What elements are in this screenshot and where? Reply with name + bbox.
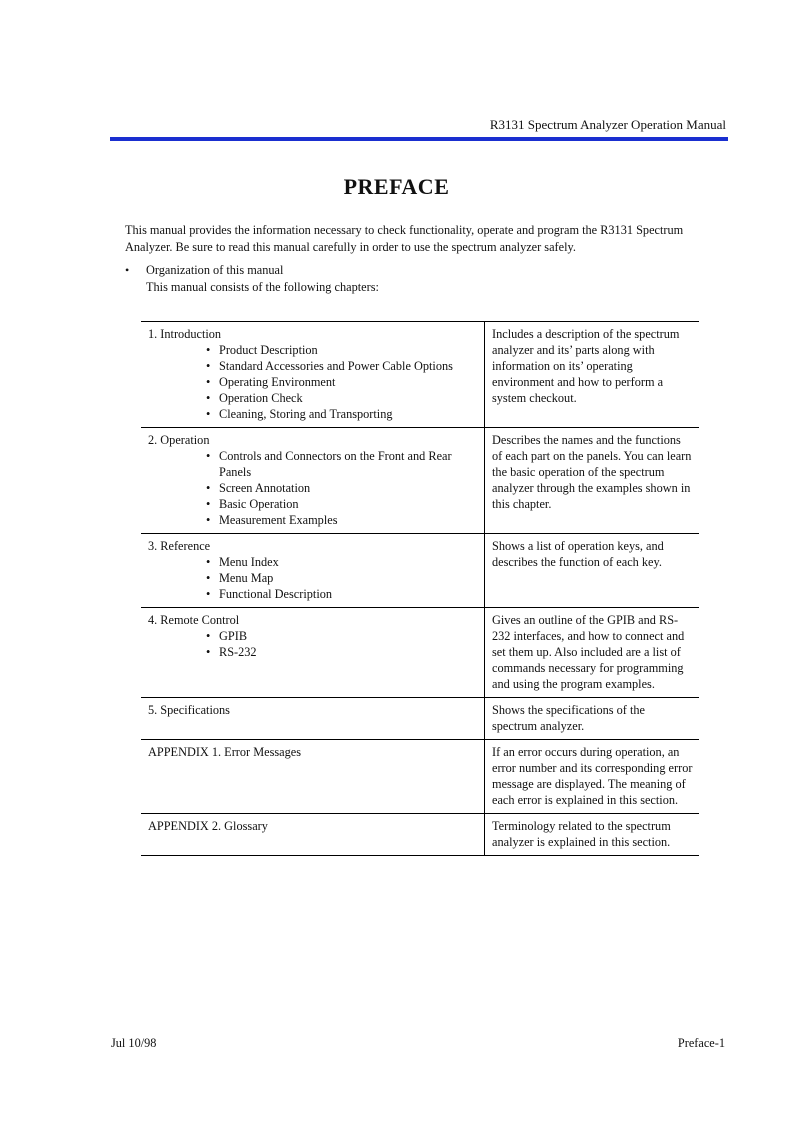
header-rule — [110, 137, 728, 141]
chapter-topic: • Controls and Connectors on the Front and Rear Panels — [206, 448, 478, 480]
chapter-description: Shows the specifications of the spectrum analyzer. — [485, 698, 700, 740]
chapter-heading: 2. Operation — [148, 433, 210, 447]
chapter-topic-list — [148, 342, 478, 422]
chapter-description: Includes a description of the spectrum analyzer and its’ parts along with information on its’ operating environment and how to perform a system checkout. — [485, 322, 700, 428]
chapter-heading: 1. Introduction — [148, 327, 222, 341]
chapter-row — [141, 428, 699, 534]
chapter-cell — [141, 534, 485, 608]
chapter-description: Gives an outline of the GPIB and RS-232 interfaces, and how to connect and set them up. Also included are a list of commands necessary for programming and using the program examples. — [485, 608, 700, 698]
chapter-topic: • Measurement Examples — [206, 512, 478, 528]
chapter-topic: • Product Description — [206, 342, 478, 358]
chapter-topic: • Operation Check — [206, 390, 478, 406]
chapter-topic: • Standard Accessories and Power Cable Options — [206, 358, 478, 374]
organization-description: This manual consists of the following chapters: — [146, 280, 379, 294]
chapter-topic-list — [148, 448, 478, 528]
chapter-row — [141, 534, 699, 608]
chapter-row — [141, 322, 699, 428]
chapter-topic: • Operating Environment — [206, 374, 478, 390]
chapter-topic: • Cleaning, Storing and Transporting — [206, 406, 478, 422]
chapter-heading: 5. Specifications — [148, 703, 230, 717]
chapter-row — [141, 608, 699, 698]
chapter-cell — [141, 814, 485, 856]
chapter-topic: • GPIB — [206, 628, 478, 644]
chapter-description: Shows a list of operation keys, and describes the function of each key. — [485, 534, 700, 608]
chapter-description: Describes the names and the functions of each part on the panels. You can learn the basic operation of the spectrum analyzer through the examples shown in this chapter. — [485, 428, 700, 534]
chapters-table — [141, 321, 699, 856]
chapter-heading: 3. Reference — [148, 539, 211, 553]
chapter-cell — [141, 608, 485, 698]
organization-bullet: • — [125, 263, 130, 277]
chapter-topic: • Basic Operation — [206, 496, 478, 512]
chapter-cell — [141, 322, 485, 428]
chapter-cell — [141, 698, 485, 740]
chapter-row — [141, 814, 699, 856]
manual-title: R3131 Spectrum Analyzer Operation Manual — [489, 117, 726, 132]
chapter-description: Terminology related to the spectrum analyzer is explained in this section. — [485, 814, 700, 856]
chapter-topic: • Functional Description — [206, 586, 478, 602]
chapter-topic-list — [148, 628, 478, 660]
page-title: PREFACE — [343, 174, 450, 199]
organization-title: Organization of this manual — [146, 263, 284, 277]
chapter-heading: APPENDIX 1. Error Messages — [148, 745, 302, 759]
intro-paragraph: This manual provides the information necessary to check functionality, operate and program the R3131 Spectrum Analyzer. Be sure to read this manual carefully in order to use the spectrum analyzer safely. — [125, 223, 684, 254]
chapter-topic: • Menu Map — [206, 570, 478, 586]
chapter-heading: 4. Remote Control — [148, 613, 240, 627]
footer-page-number: Preface-1 — [677, 1036, 725, 1050]
chapter-topic-list — [148, 554, 478, 602]
chapter-topic: • Menu Index — [206, 554, 478, 570]
chapter-row — [141, 740, 699, 814]
chapter-topic: • RS-232 — [206, 644, 478, 660]
chapter-topic: • Screen Annotation — [206, 480, 478, 496]
chapter-cell — [141, 740, 485, 814]
chapter-row — [141, 698, 699, 740]
footer-date: Jul 10/98 — [111, 1036, 157, 1050]
chapter-description: If an error occurs during operation, an error number and its corresponding error message are displayed. The meaning of each error is explained in this section. — [485, 740, 700, 814]
chapter-heading: APPENDIX 2. Glossary — [148, 819, 268, 833]
chapter-cell — [141, 428, 485, 534]
